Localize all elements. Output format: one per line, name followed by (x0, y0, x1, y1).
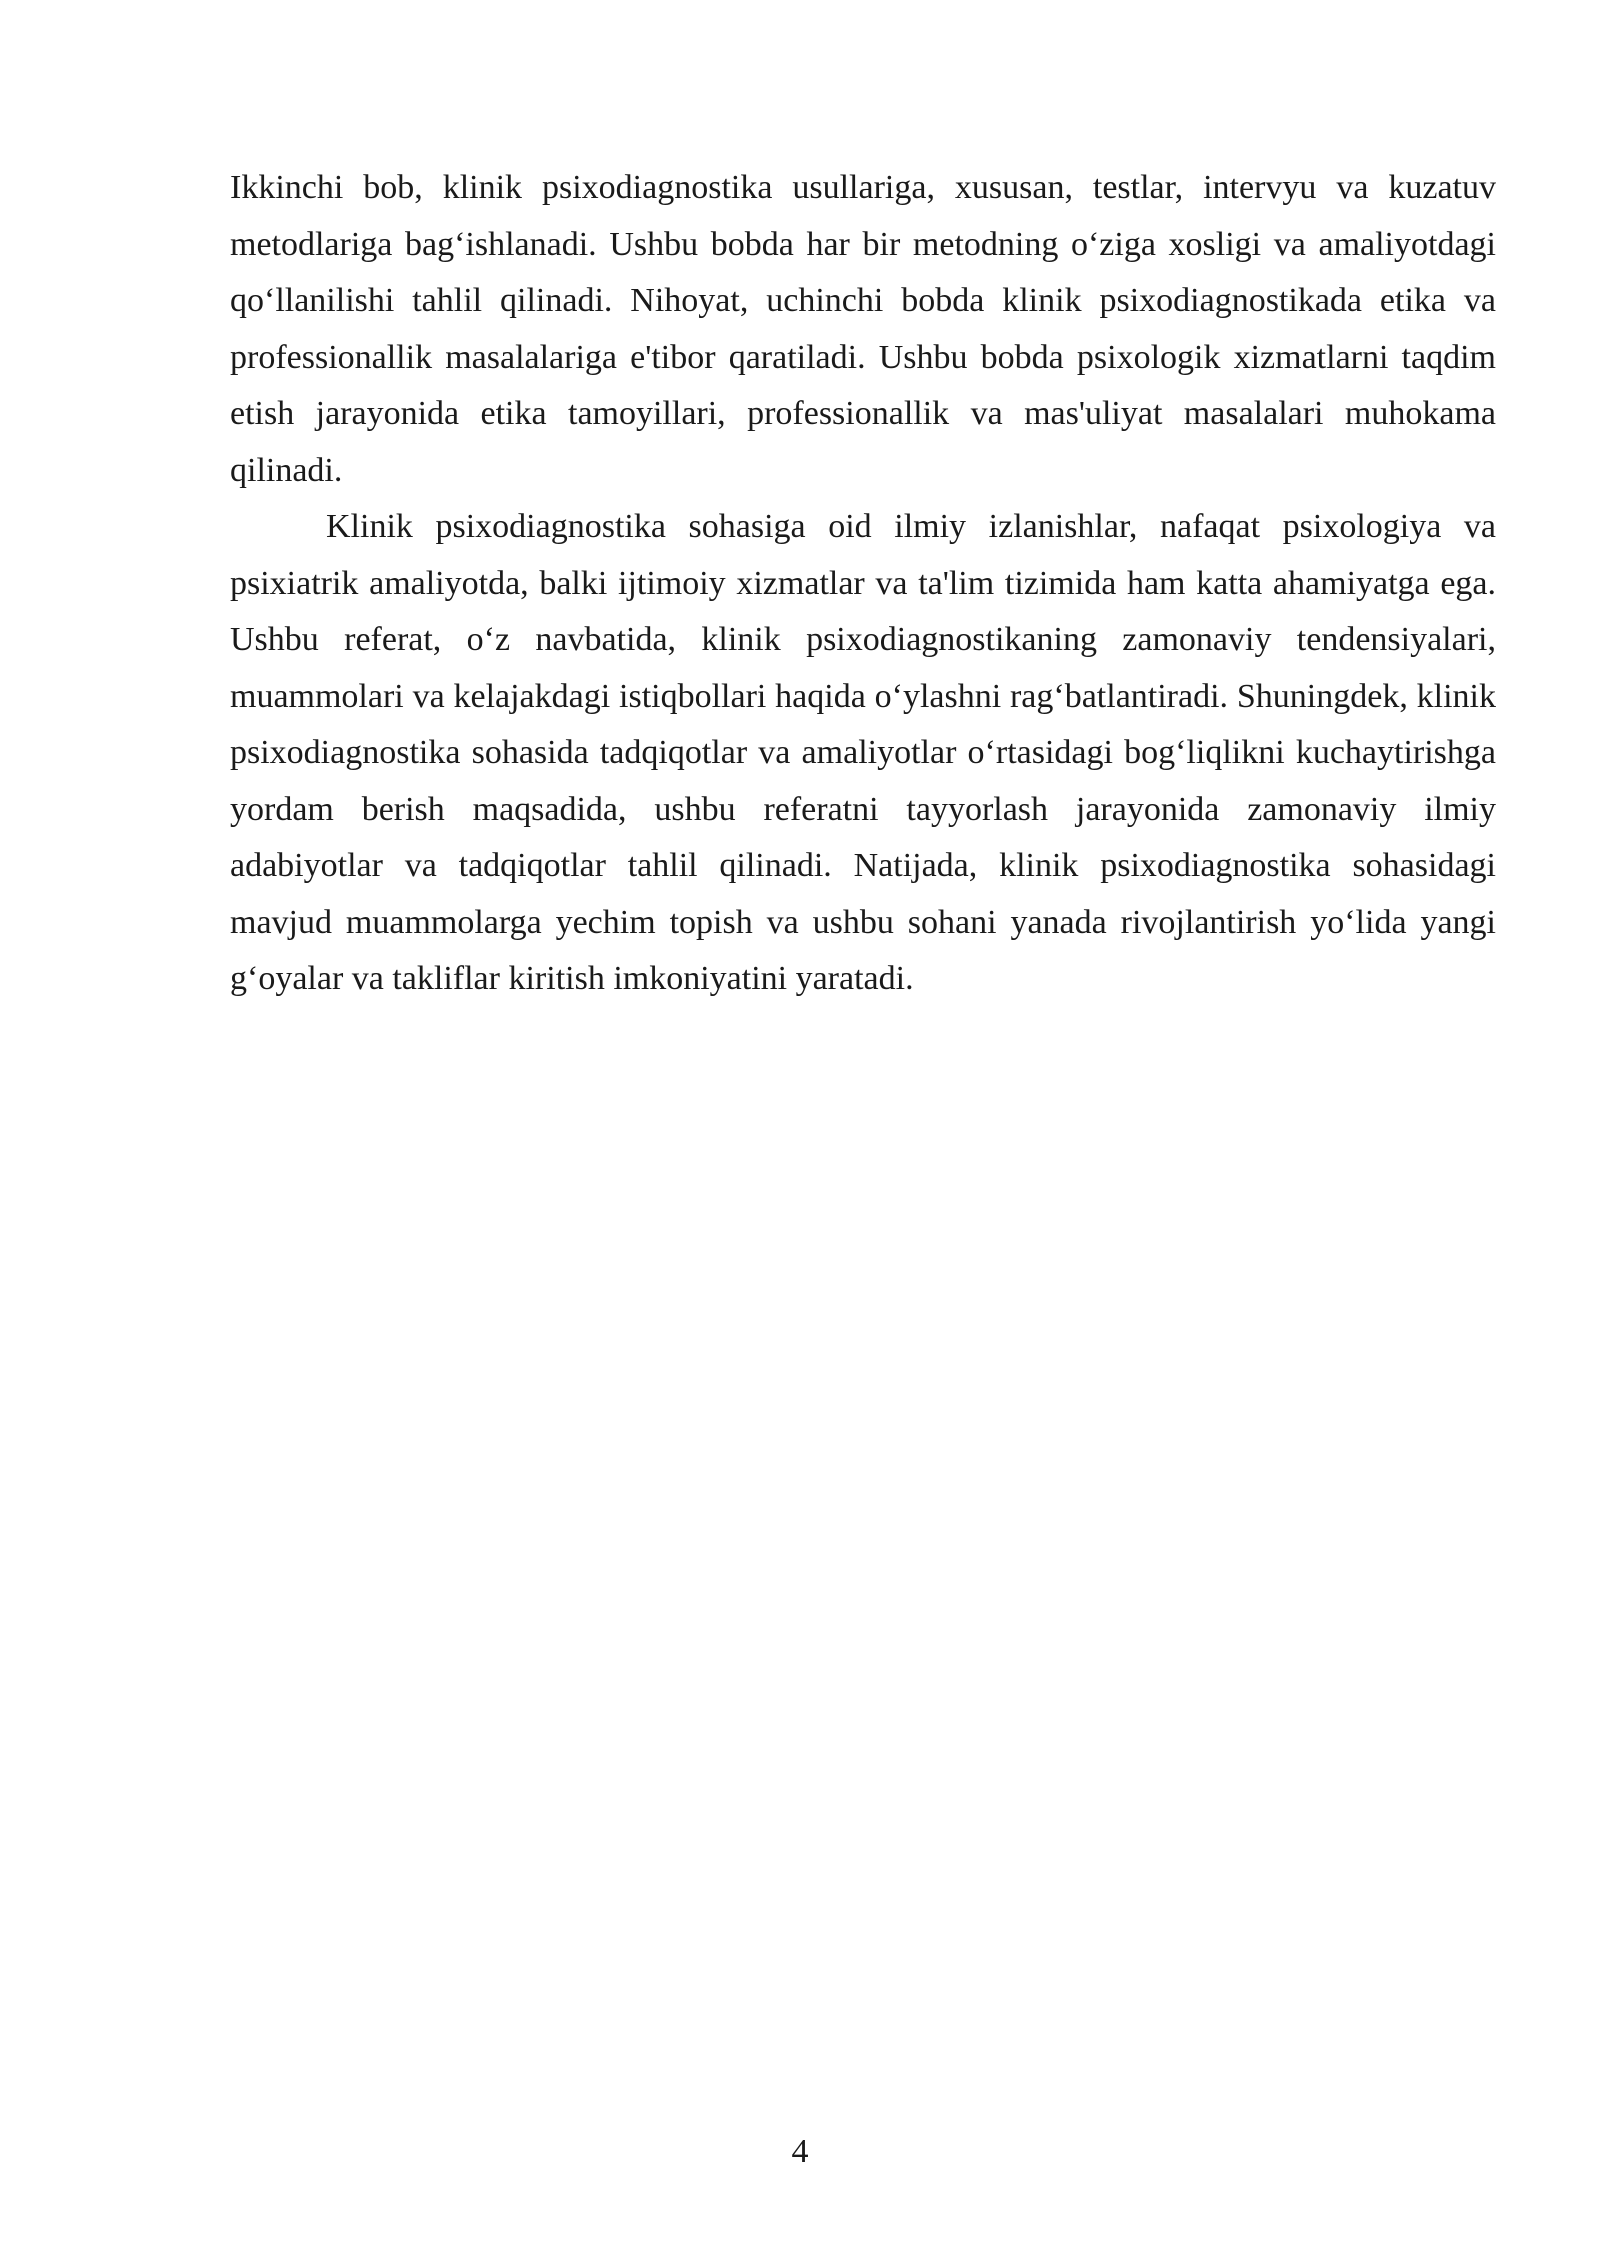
body-text (230, 160, 1496, 1008)
paragraph-continuation: Ikkinchi bob, klinik psixodiagnostika usullariga, xususan, testlar, intervyu va kuzatuv metodlariga bag‘ishlanadi. Ushbu bobda har bir metodning o‘ziga xosligi va amaliyotdagi qo‘llanilishi tahlil qilinadi. Nihoyat, uchinchi bobda klinik psixodiagnostikada etika va professionallik masalalariga e'tibor qaratiladi. Ushbu bobda psixologik xizmatlarni taqdim etish jarayonida etika tamoyillari, professionallik va mas'uliyat masalalari muhokama qilinadi. (230, 169, 1496, 489)
page-number: 4 (791, 2133, 809, 2170)
paragraph-significance: Klinik psixodiagnostika sohasiga oid ilmiy izlanishlar, nafaqat psixologiya va psixiatrik amaliyotda, balki ijtimoiy xizmatlar va ta'lim tizimida ham katta ahamiyatga ega. Ushbu referat, o‘z navbatida, klinik psixodiagnostikaning zamonaviy tendensiyalari, muammolari va kelajakdagi istiqbollari haqida o‘ylashni rag‘batlantiradi. Shuningdek, klinik psixodiagnostika sohasida tadqiqotlar va amaliyotlar o‘rtasidagi bog‘liqlikni kuchaytirishga yordam berish maqsadida, ushbu referatni tayyorlash jarayonida zamonaviy ilmiy adabiyotlar va tadqiqotlar tahlil qilinadi. Natijada, klinik psixodiagnostika sohasidagi mavjud muammolarga yechim topish va ushbu sohani yanada rivojlantirish yo‘lida yangi g‘oyalar va takliflar kiritish imkoniyatini yaratadi. (230, 508, 1496, 997)
